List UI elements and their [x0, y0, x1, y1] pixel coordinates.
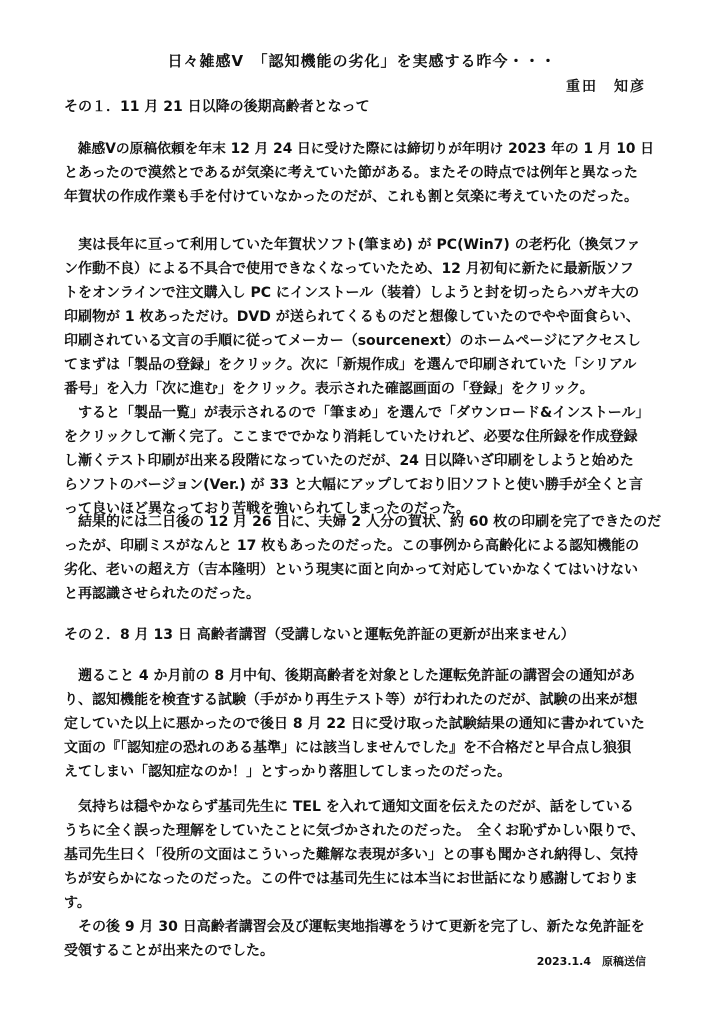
- text-line: と再認識させられたのだった。: [64, 586, 260, 602]
- text-line: その後 9 月 30 日高齢者講習会及び運転実地指導をうけて更新を完了し、新たな免許証を: [64, 919, 645, 935]
- section-2-heading: その２．8 月 13 日 高齢者講習（受講しないと運転免許証の更新が出来ません）: [64, 627, 575, 643]
- text-line: 実は長年に亘って利用していた年賀状ソフト(筆まめ) が PC(Win7) の老朽化（換気ファ: [64, 237, 641, 253]
- text-line: 気持ちは穏やかならず基司先生に TEL を入れて通知文面を伝えたのだが、話をしている: [64, 799, 634, 815]
- text-line: 年賀状の作成作業も手を付けていなかったのだが、これも割と気楽に考えていたのだった。: [64, 189, 638, 205]
- text-line: 文面の『「認知症の恐れのある基準」には該当しませんでした』を不合格だと早合点し狼狽: [64, 740, 631, 756]
- text-line: うちに全く誤った理解をしていたことに気づかされたのだった。 全くお恥ずかしい限りで、: [64, 823, 645, 839]
- text-line: てまずは「製品の登録」をクリック。次に「新規作成」を選んで印刷されていた「シリアル: [64, 357, 637, 373]
- text-line: 受領することが出来たのでした。: [64, 943, 274, 959]
- text-line: とあったので漠然とであるが気楽に考えていた節がある。またその時点では例年と異なった: [64, 165, 638, 181]
- text-line: 基司先生曰く「役所の文面はこういった難解な表現が多い」との事も聞かされ納得し、気持: [64, 847, 638, 863]
- text-line: ン作動不良）による不具合で使用できなくなっていたため、12 月初旬に新たに最新版ソフ: [64, 261, 634, 277]
- text-line: 印刷されている文言の手順に従ってメーカー（sourcenext）のホームページにアクセスし: [64, 333, 641, 349]
- text-line: って良いほど異なっており苦戦を強いられてしまったのだった。: [64, 501, 470, 517]
- author-name: 重田 知彦: [566, 79, 646, 95]
- text-line: 劣化、老いの超え方（吉本隆明）という現実に面と向かって対応していかなくてはいけない: [64, 562, 638, 578]
- text-line: トをオンラインで注文購入し PC にインストール（装着）しようと封を切ったらハガキ大の: [64, 285, 640, 301]
- text-line: らソフトのバージョン(Ver.) が 33 と大幅にアップしており旧ソフトと使い勝手が全くと言: [64, 477, 643, 493]
- text-line: 印刷物が 1 枚あっただけ。DVD が送られてくるものだと想像していたのでやや面食らい、: [64, 309, 640, 325]
- text-line: 遡ること 4 か月前の 8 月中旬、後期高齢者を対象とした運転免許証の講習会の通知があ: [64, 668, 635, 684]
- section-1-paragraph-3: [64, 510, 664, 606]
- text-line: ったが、印刷ミスがなんと 17 枚もあったのだった。この事例から高齢化による認知機能の: [64, 538, 640, 554]
- text-line: ちが安らかになったのだった。この件では基司先生には本当にお世話になり感謝しておりま: [64, 871, 638, 887]
- section-1-paragraph-2: [64, 233, 664, 521]
- text-line: 番号」を入力「次に進む」をクリック。表示された確認画面の「登録」をクリック。: [64, 381, 594, 397]
- document-title: 日々雑感Ⅴ 「認知機能の劣化」を実感する昨今・・・: [167, 52, 557, 70]
- section-2-paragraph-1: [64, 664, 664, 784]
- signoff-date: 2023.1.4 原稿送信: [536, 955, 646, 968]
- text-line: す。: [64, 895, 91, 911]
- text-line: 結果的には二日後の 12 月 26 日に、夫婦 2 人分の賀状、約 60 枚の印刷を完了できたのだ: [64, 514, 662, 530]
- section-1-paragraph-1: [64, 137, 664, 209]
- text-line: すると「製品一覧」が表示されるので「筆まめ」を選んで「ダウンロード&インストール」: [64, 405, 650, 421]
- text-line: えてしまい「認知症なのか！」とすっかり落胆してしまったのだった。: [64, 764, 512, 780]
- text-line: り、認知機能を検査する試験（手がかり再生テスト等）が行われたのだが、試験の出来が想: [64, 692, 638, 708]
- text-line: 定していた以上に悪かったので後日 8 月 22 日に受け取った試験結果の通知に書かれていた: [64, 716, 645, 732]
- text-line: 雑感Ⅴの原稿依頼を年末 12 月 24 日に受けた際には締切りが年明け 2023 年の 1 月 10 日: [64, 141, 655, 157]
- text-line: し漸くテスト印刷が出来る段階になっていたのだが、24 日以降いざ印刷をしようと始めた: [64, 453, 634, 469]
- section-2-paragraph-2: [64, 795, 664, 963]
- text-line: をクリックして漸く完了。ここまででかなり消耗していたけれど、必要な住所録を作成登録: [64, 429, 638, 445]
- section-1-heading: その１．11 月 21 日以降の後期高齢者となって: [64, 99, 370, 115]
